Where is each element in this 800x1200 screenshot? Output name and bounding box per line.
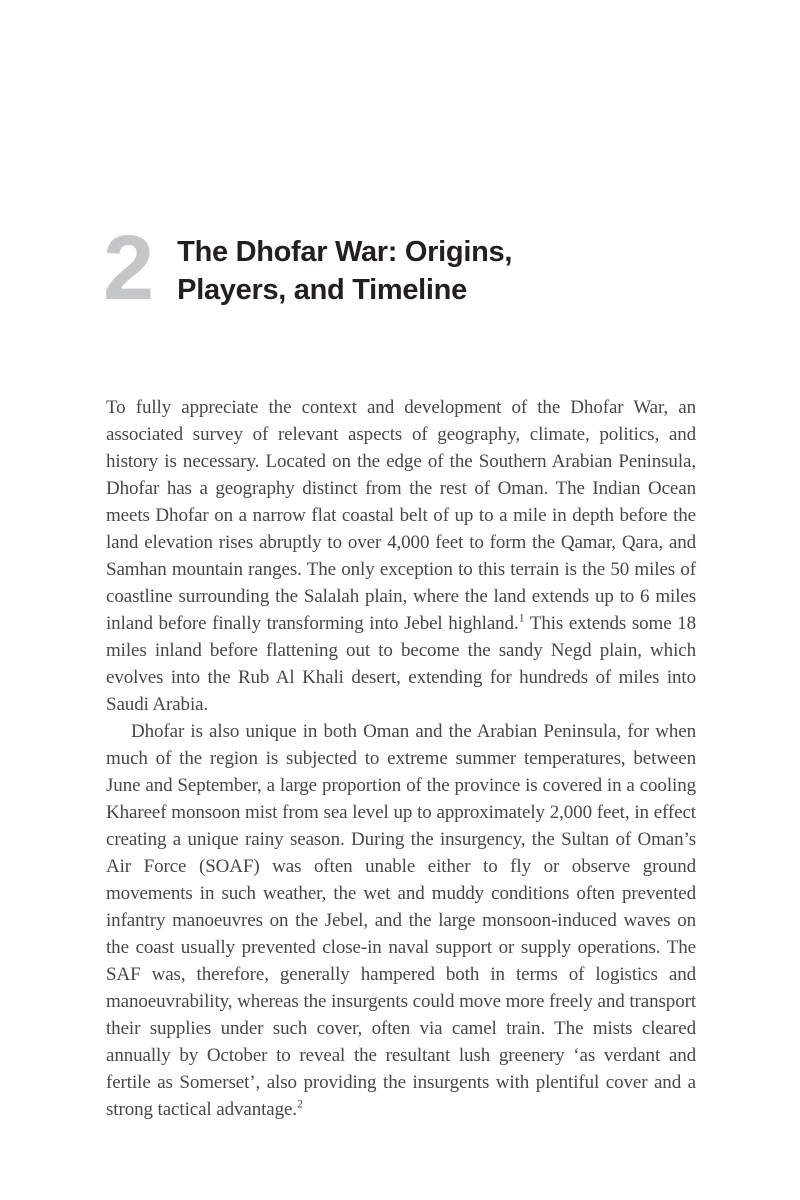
chapter-title bbox=[177, 230, 512, 309]
footnote-ref-2: 2 bbox=[297, 1096, 303, 1111]
chapter-header bbox=[103, 217, 513, 319]
paragraph-1-text-continued: This extends some 18 miles inland before flattening out to become the sandy Negd plain, which evolves into the Rub Al Khali desert, extending for hundreds of miles into Saudi Arabia. bbox=[106, 613, 697, 715]
footnote-ref-1: 1 bbox=[518, 610, 525, 625]
paragraph-2-text: Dhofar is also unique in both Oman and the Arabian Peninsula, for when much of the region is subjected to extreme summer temperatures, between June and September, a large proportion of the province is covered in a cooling Khareef monsoon mist from sea level up to approximately 2,000 feet, in effect creating a unique rainy season. During the insurgency, the Sultan of Oman’s Air Force (SOAF) was often unable either to fly or observe ground movements in such weather, the wet and muddy conditions often prevented infantry manoeuvres on the Jebel, and the large monsoon-induced waves on the coast usually prevented close-in naval support or supply operations. The SAF was, therefore, generally hampered both in terms of logistics and manoeuvrability, whereas the insurgents could move more freely and transport their supplies under such cover, often via camel train. The mists cleared annually by October to reveal the resultant lush greenery ‘as verdant and fertile as Somerset’, also providing the insurgents with plentiful cover and a strong tactical advantage. bbox=[106, 721, 696, 1120]
body-paragraph-1 bbox=[106, 394, 696, 718]
body-text bbox=[106, 394, 696, 1123]
chapter-title-line-2: Players, and Timeline bbox=[177, 274, 467, 306]
chapter-number: 2 bbox=[103, 217, 153, 319]
paragraph-1-text: To fully appreciate the context and development of the Dhofar War, an associated survey of relevant aspects of geography, climate, politics, and history is necessary. Located on the edge of the Southern Arabian Peninsula, Dhofar has a geography distinct from the rest of Oman. The Indian Ocean meets Dhofar on a narrow flat coastal belt of up to a mile in depth before the land elevation rises abruptly to over 4,000 feet to form the Qamar, Qara, and Samhan mountain ranges. The only exception to this terrain is the 50 miles of coastline surrounding the Salalah plain, where the land extends up to 6 miles inland before finally transforming into Jebel highland. bbox=[106, 397, 696, 634]
chapter-title-line-1: The Dhofar War: Origins, bbox=[177, 236, 513, 268]
body-paragraph-2 bbox=[106, 718, 696, 1123]
